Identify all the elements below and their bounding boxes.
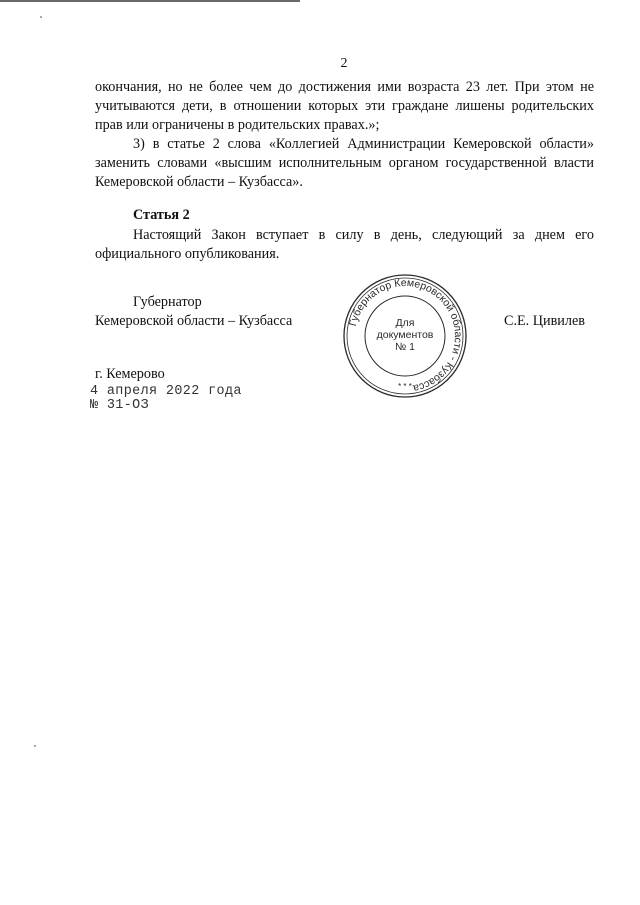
article-text: Настоящий Закон вступает в силу в день, следующий за днем его официального опубликования.: [95, 227, 594, 262]
official-seal-stamp: [342, 273, 468, 399]
seal-center-line2: документов: [376, 329, 434, 341]
scan-top-edge: [0, 0, 300, 2]
document-date: 4 апреля 2022 года: [90, 384, 242, 399]
scan-speck: [34, 745, 36, 747]
document-number: № 31-ОЗ: [90, 398, 150, 413]
paragraph-item-3: 3) в статье 2 слова «Коллегией Администрации Кемеровской области» заменить словами «высшим исполнительным органом государственной власти Кемеровской области – Кузбасса».: [95, 136, 594, 190]
paragraph-continuation: окончания, но не более чем до достижения ими возраста 23 лет. При этом не учитываются дети, в отношении которых эти граждане лишены родительских прав или ограничены в родительских правах.»;: [95, 79, 594, 133]
place-of-signing: г. Кемерово: [95, 366, 165, 382]
document-body: [95, 78, 594, 192]
article-title: Статья 2: [133, 207, 190, 223]
signer-name: С.Е. Цивилев: [504, 313, 585, 329]
signer-position-line2: Кемеровской области – Кузбасса: [95, 313, 293, 329]
seal-center-line3: № 1: [394, 341, 416, 353]
seal-ring-text: Губернатор Кемеровской области - Кузбасса: [347, 276, 465, 395]
seal-stars: * * *: [398, 382, 412, 391]
page-number: 2: [340, 56, 348, 71]
seal-center-line1: Для: [395, 317, 415, 329]
signer-position-line1: Губернатор: [133, 294, 202, 310]
scan-speck: [40, 16, 42, 18]
